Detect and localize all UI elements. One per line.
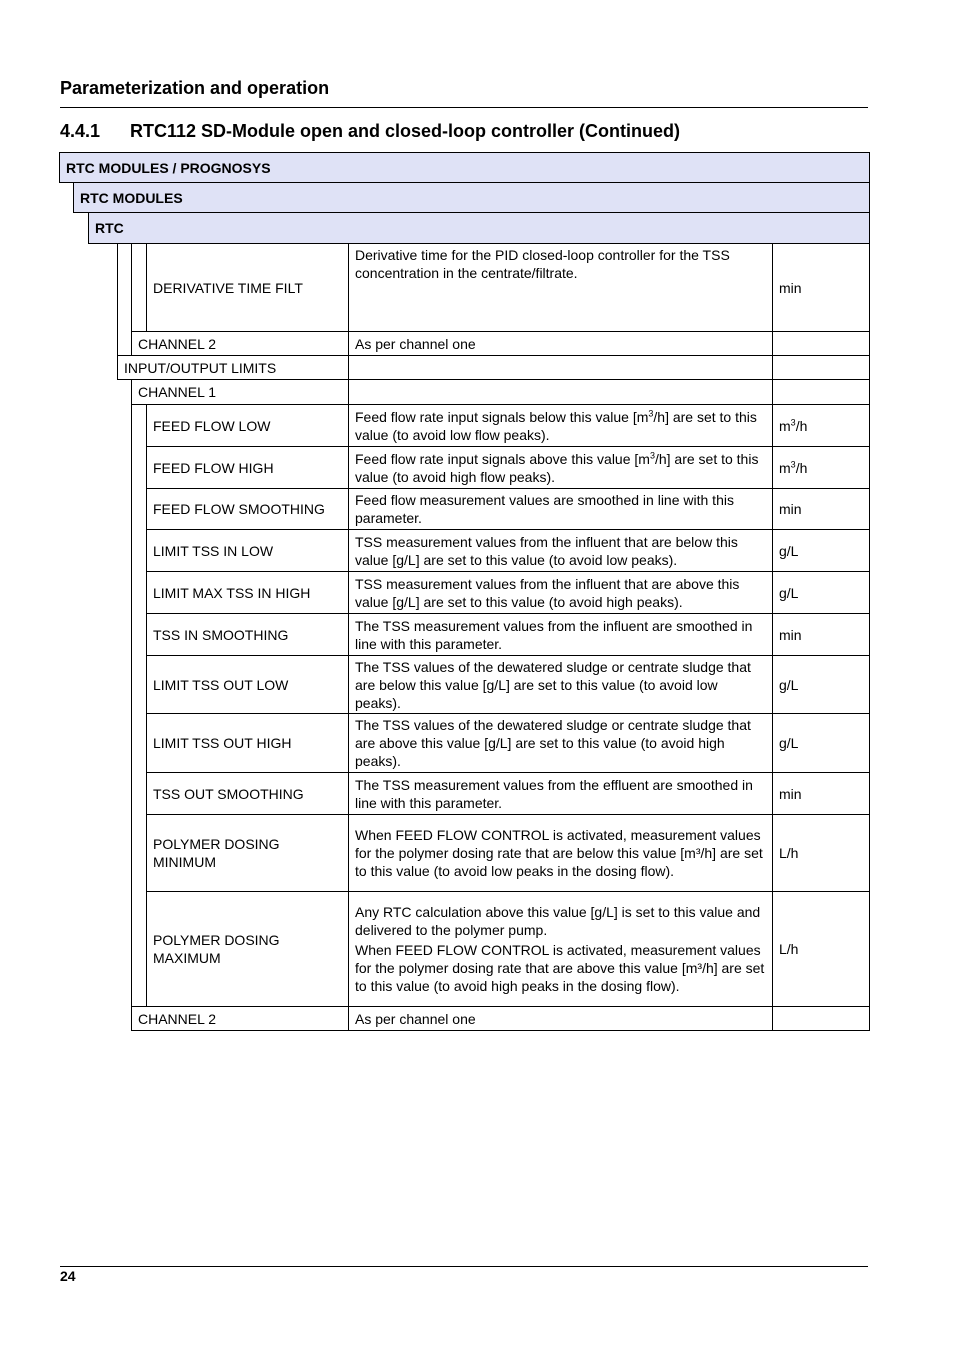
param-name-cell [146,772,349,815]
param-unit-cell [772,355,870,380]
param-desc [355,903,766,995]
param-desc-cell [348,243,773,332]
param-desc-cell [348,1006,773,1031]
param-unit-cell [772,488,870,530]
param-desc: Feed flow rate input signals above this value $[m^3/h]$ are set to this value (to avoid high flow peaks). [355,449,759,485]
param-unit: min [779,501,802,517]
param-desc: The TSS values of the dewatered sludge or centrate sludge that are above this value [g/L] are set to this value (to avoid high peaks). [355,717,751,769]
param-desc: TSS measurement values from the influent that are below this value [g/L] are set to this value (to avoid low peaks). [355,533,738,568]
param-name: CHANNEL 2 [138,1010,217,1027]
param-desc-cell [348,655,773,714]
section-title: RTC112 SD-Module open and closed-loop controller (Continued) [130,121,681,141]
param-desc-cell [348,331,773,356]
param-name-cell [146,571,349,614]
param-name-cell [146,529,349,572]
param-name-cell [146,655,349,714]
param-unit-cell [772,713,870,773]
param-unit-cell [772,243,870,332]
param-unit-cell [772,379,870,405]
param-name-cell [131,1006,349,1031]
param-unit-cell [772,613,870,656]
param-unit-cell [772,1006,870,1031]
param-unit: g/L [779,542,799,559]
param-desc-cell [348,571,773,614]
param-desc-paragraph: When FEED FLOW CONTROL is activated, measurement values for the polymer dosing rate that are above this value [m³/h] are set to this value (to avoid high peaks in the dosing flow). [355,942,765,994]
param-name-cell [146,891,349,1007]
band-label: RTC [95,220,124,236]
band-rtc-modules-prognosys [59,152,870,183]
param-desc-cell [348,814,773,892]
param-name: FEED FLOW SMOOTHING [153,501,325,517]
param-desc-paragraph: Any RTC calculation above this value [g/L] is set to this value and delivered to the polymer pump. [355,904,761,938]
band-rtc [88,212,870,244]
param-desc-cell [348,713,773,773]
param-name: POLYMER DOSING MINIMUM [153,836,280,870]
param-unit-cell [772,446,870,489]
param-name: LIMIT TSS IN LOW [153,542,274,559]
band-label: RTC MODULES [80,189,183,206]
param-unit: min [779,626,802,643]
param-desc: The TSS values of the dewatered sludge or centrate sludge that are below this value [g/L] are set to this value (to avoid low peaks). [355,658,751,711]
page-header: Parameterization and operation [60,78,330,98]
param-name-cell [146,243,349,332]
param-desc-cell [348,772,773,815]
param-name-cell [146,404,349,447]
param-name: LIMIT MAX TSS IN HIGH [153,584,311,601]
param-desc: The TSS measurement values from the influent are smoothed in line with this parameter. [355,617,753,652]
param-name: FEED FLOW HIGH [153,459,274,476]
param-unit-cell [772,655,870,714]
param-unit: L/h [779,845,799,861]
param-name: POLYMER DOSING MAXIMUM [153,932,280,966]
param-desc: The TSS measurement values from the effluent are smoothed in line with this parameter. [355,776,753,811]
param-desc: Feed flow rate input signals below this value $[m^3/h]$ are set to this value (to avoid low flow peaks). [355,407,757,443]
param-name: LIMIT TSS OUT HIGH [153,735,292,751]
header-rule [60,107,868,108]
param-unit-cell [772,331,870,356]
param-desc: TSS measurement values from the influent that are above this value [g/L] are set to this value (to avoid high peaks). [355,575,740,610]
param-name-cell [131,379,349,405]
param-unit-cell [772,571,870,614]
section-number: 4.4.1 [60,121,101,141]
param-desc-cell [348,488,773,530]
param-desc-cell [348,404,773,447]
param-desc-cell [348,529,773,572]
param-name: CHANNEL 1 [138,384,217,400]
param-desc-cell [348,379,773,405]
param-unit: $m^3/h$ [779,416,808,434]
param-unit-cell [772,529,870,572]
param-unit-cell [772,772,870,815]
param-name: CHANNEL 2 [138,335,217,352]
param-unit: g/L [779,676,799,693]
param-desc-cell [348,613,773,656]
footer-rule [60,1266,868,1267]
param-name: TSS OUT SMOOTHING [153,785,304,802]
param-desc-cell [348,446,773,489]
param-unit: min [779,279,802,296]
param-unit-cell [772,891,870,1007]
param-desc-cell [348,891,773,1007]
param-desc: Feed flow measurement values are smoothed in line with this parameter. [355,492,734,526]
param-unit: min [779,785,802,802]
param-unit: g/L [779,735,799,751]
indent-line [131,378,132,1031]
param-name-cell [131,331,349,356]
param-name-cell [146,713,349,773]
param-desc: Derivative time for the PID closed-loop controller for the TSS concentration in the centrate/filtrate. [355,247,730,281]
param-unit: L/h [779,941,799,957]
band-label: RTC MODULES / PROGNOSYS [66,159,271,176]
param-name: FEED FLOW LOW [153,417,271,434]
param-unit: $m^3/h$ [779,458,808,476]
param-unit: g/L [779,584,799,601]
param-desc: When FEED FLOW CONTROL is activated, measurement values for the polymer dosing rate that are below this value [m³/h] are set to this value (to avoid low peaks in the dosing flow). [355,827,763,879]
param-desc-cell [348,355,773,380]
param-unit-cell [772,404,870,447]
param-desc: As per channel one [355,335,476,352]
param-name-cell [146,446,349,489]
page-number: 24 [60,1268,76,1284]
param-name-cell [146,488,349,530]
param-name: DERIVATIVE TIME FILT [153,279,303,296]
param-name-cell [117,355,349,380]
param-desc: As per channel one [355,1010,476,1027]
param-name-cell [146,814,349,892]
param-name-cell [146,613,349,656]
param-name: LIMIT TSS OUT LOW [153,676,289,693]
band-rtc-modules [73,182,870,213]
param-unit-cell [772,814,870,892]
param-name: INPUT/OUTPUT LIMITS [124,359,277,376]
section-heading [60,121,680,142]
param-name: TSS IN SMOOTHING [153,626,289,643]
indent-line [131,243,132,332]
indent-line [117,243,118,355]
